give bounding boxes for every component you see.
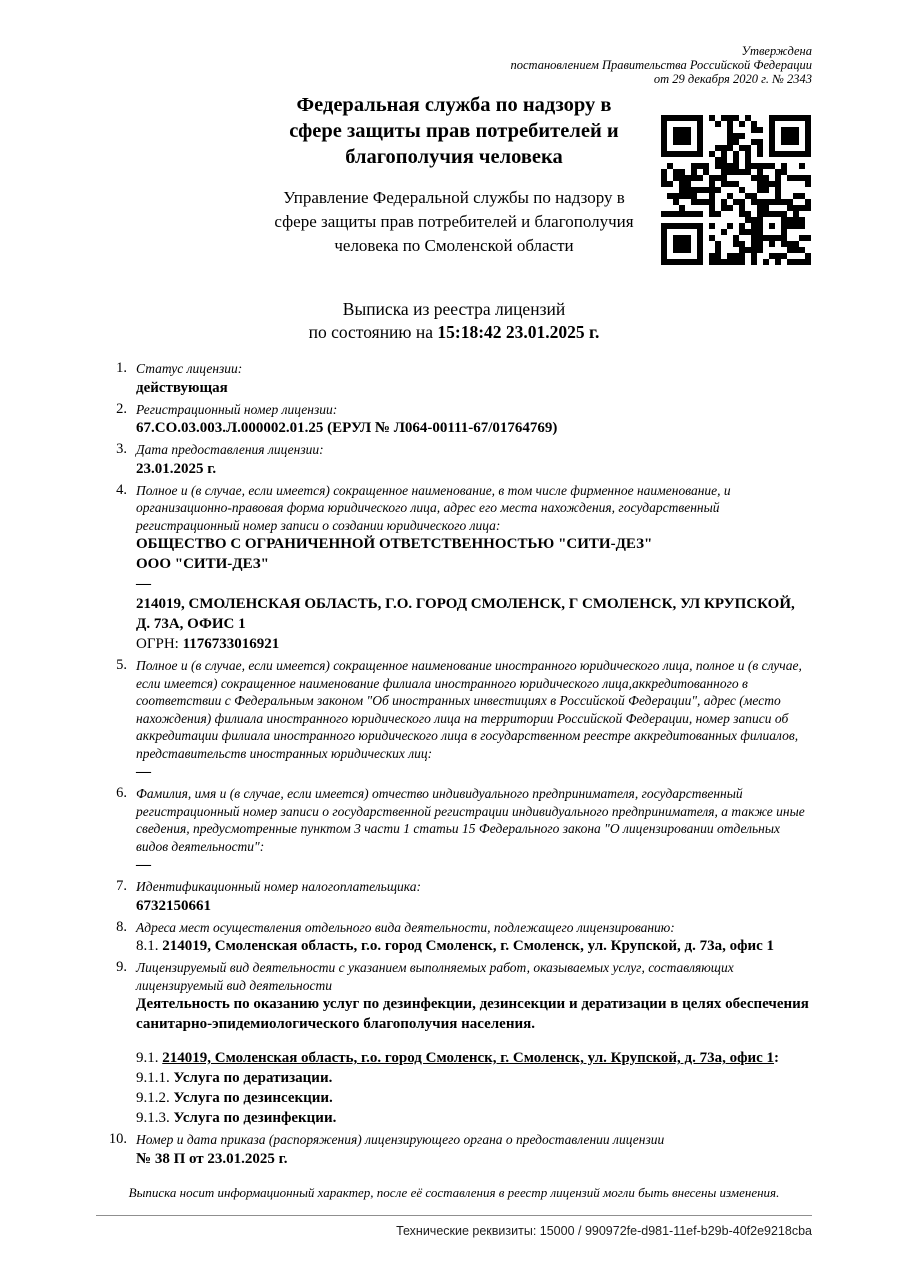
agency-name: Федеральная служба по надзору в сфере защиты прав потребителей и благополучия человека: [289, 94, 619, 168]
document-title: [96, 298, 812, 344]
item-number: 9.: [116, 959, 127, 975]
item-number: 3.: [116, 441, 127, 457]
item-number: 10.: [108, 1131, 127, 1147]
item-label: Полное и (в случае, если имеется) сокращенное наименование, в том числе фирменное наименование, и организационно-правовая форма юридического лица, адрес его места нахождения, государственный регистрационный номер записи о создании юридического лица:: [136, 482, 731, 533]
item-number: 8.: [116, 918, 127, 935]
item-value-text: —: [136, 576, 151, 592]
item-value-text: ООО "СИТИ-ДЕЗ": [136, 556, 270, 572]
item-value-prefix: 9.1.2.: [136, 1090, 174, 1106]
license-item: [96, 401, 812, 439]
license-item: [96, 360, 812, 398]
item-value: [136, 1048, 812, 1068]
item-value-text: 214019, Смоленская область, г.о. город Смоленск, г. Смоленск, ул. Крупской, д. 73а, офис 1: [162, 1050, 775, 1066]
item-value: [136, 855, 812, 875]
item-value: [136, 896, 812, 916]
item-label: Лицензируемый вид деятельности с указанием выполняемых работ, оказываемых услуг, составляющих лицензируемый вид деятельности: [136, 960, 734, 993]
approval-stamp: [96, 44, 812, 86]
item-value-text: —: [136, 857, 151, 873]
item-value-prefix: 8.1.: [136, 938, 163, 954]
item-value-text: Услуга по дератизации.: [173, 1070, 333, 1086]
item-number: 2.: [116, 400, 127, 417]
license-item: [96, 785, 812, 875]
item-value: [136, 1088, 812, 1108]
item-value-text: Деятельность по оказанию услуг по дезинфекции, дезинсекции и дератизации в целях обеспечения санитарно-эпидемиологического благополучия населения.: [136, 996, 809, 1032]
item-value: [136, 762, 812, 782]
document-header: [96, 92, 812, 272]
item-value-text: Услуга по дезинсекции.: [173, 1090, 333, 1106]
item-value: [136, 936, 812, 956]
item-value: [136, 554, 812, 574]
license-item: [96, 959, 812, 1128]
item-value: [136, 534, 812, 554]
item-value-text: 214019, Смоленская область, г.о. город Смоленск, г. Смоленск, ул. Крупской, д. 73а, офис 1: [162, 938, 775, 954]
license-fields-list: [96, 360, 812, 1169]
item-value-prefix: 9.1.1.: [136, 1070, 174, 1086]
item-value-text: 1176733016921: [182, 636, 280, 652]
item-label: Номер и дата приказа (распоряжения) лицензирующего органа о предоставлении лицензии: [136, 1132, 665, 1147]
license-item: [96, 878, 812, 916]
item-value-text: ОБЩЕСТВО С ОГРАНИЧЕННОЙ ОТВЕТСТВЕННОСТЬЮ "СИТИ-ДЕЗ": [136, 536, 653, 552]
item-label: Дата предоставления лицензии:: [136, 442, 324, 457]
item-value: [136, 1108, 812, 1128]
item-label: Регистрационный номер лицензии:: [136, 401, 338, 417]
item-number: 5.: [116, 657, 127, 673]
item-number: 1.: [116, 360, 127, 376]
item-value-text: 67.СО.03.003.Л.000002.01.25 (ЕРУЛ № Л064-00111-67/01764769): [136, 420, 558, 436]
item-value: [136, 1149, 812, 1169]
item-number: 6.: [116, 785, 127, 801]
item-label: Адреса мест осуществления отдельного вида деятельности, подлежащего лицензированию:: [136, 919, 675, 935]
item-label: Идентификационный номер налогоплательщика:: [136, 879, 421, 894]
item-value: [136, 459, 812, 479]
document-title-line2: [96, 321, 812, 344]
item-value-suffix: :: [774, 1050, 780, 1066]
as-of-datetime: 15:18:42 23.01.2025 г.: [437, 322, 600, 342]
item-value-text: № 38 П от 23.01.2025 г.: [136, 1150, 288, 1167]
item-value: [136, 594, 812, 634]
item-value-prefix: 9.1.3.: [136, 1110, 174, 1126]
informational-note: Выписка носит информационный характер, после её составления в реестр лицензий могли быть внесены изменения.: [128, 1184, 780, 1200]
item-value: [136, 378, 812, 398]
license-item: [96, 441, 812, 479]
approval-line-3: от 29 декабря 2020 г. № 2343: [653, 72, 812, 86]
license-item: [96, 482, 812, 655]
item-value: [136, 418, 812, 438]
approval-line-1: Утверждена: [741, 44, 812, 58]
as-of-label: по состоянию на: [308, 322, 433, 342]
item-value-text: 23.01.2025 г.: [136, 460, 217, 477]
license-item: [96, 919, 812, 957]
item-value-text: действующая: [136, 379, 228, 396]
license-item: [96, 1131, 812, 1169]
item-value-text: Услуга по дезинфекции.: [173, 1110, 337, 1126]
item-label: Фамилия, имя и (в случае, если имеется) отчество индивидуального предпринимателя, государственный регистрационный номер записи о государственной регистрации индивидуального предпринимателя, а также иные сведения, предусмотренные пунктом 3 части 1 статьи 15 Федерального закона "О лицензировании отдельных видов деятельности":: [136, 786, 805, 854]
item-value-text: 6732150661: [136, 897, 211, 914]
approval-line-2: постановлением Правительства Российской Федерации: [510, 58, 812, 72]
item-value: [136, 634, 812, 654]
item-number: 7.: [116, 878, 127, 894]
item-value-text: 214019, СМОЛЕНСКАЯ ОБЛАСТЬ, Г.О. ГОРОД СМОЛЕНСК, Г СМОЛЕНСК, УЛ КРУПСКОЙ, Д. 73А, ОФИС 1: [136, 596, 795, 632]
document-title-line1: Выписка из реестра лицензий: [342, 299, 566, 319]
item-value-prefix: 9.1.: [136, 1050, 163, 1066]
item-value-prefix: ОГРН:: [136, 636, 183, 652]
item-value-text: —: [136, 764, 151, 780]
divider: [96, 1215, 812, 1216]
item-label: Полное и (в случае, если имеется) сокращенное наименование иностранного юридического лица, полное и (в случае, если имеется) сокращенное наименование филиала иностранного юридического лица,аккредитованного в соответствии с Федеральным законом "Об иностранных инвестициях в Российской Федерации", адрес (место нахождения) филиала иностранного юридического лица на территории Российской Федерации, номер записи об аккредитации филиала иностранного юридического лица в государственном реестре аккредитованных филиалов, представительств иностранных юридических лиц:: [136, 658, 802, 761]
item-label: Статус лицензии:: [136, 361, 243, 376]
qr-code: [660, 114, 812, 266]
license-item: [96, 657, 812, 782]
item-number: 4.: [116, 481, 127, 498]
technical-requisites: Технические реквизиты: 15000 / 990972fe-d981-11ef-b29b-40f2e9218cba: [396, 1223, 812, 1238]
item-value: [136, 574, 812, 594]
item-value: [136, 994, 812, 1034]
department-name: Управление Федеральной службы по надзору в сфере защиты прав потребителей и благополучия человека по Смоленской области: [274, 188, 634, 255]
item-value: [136, 1068, 812, 1088]
